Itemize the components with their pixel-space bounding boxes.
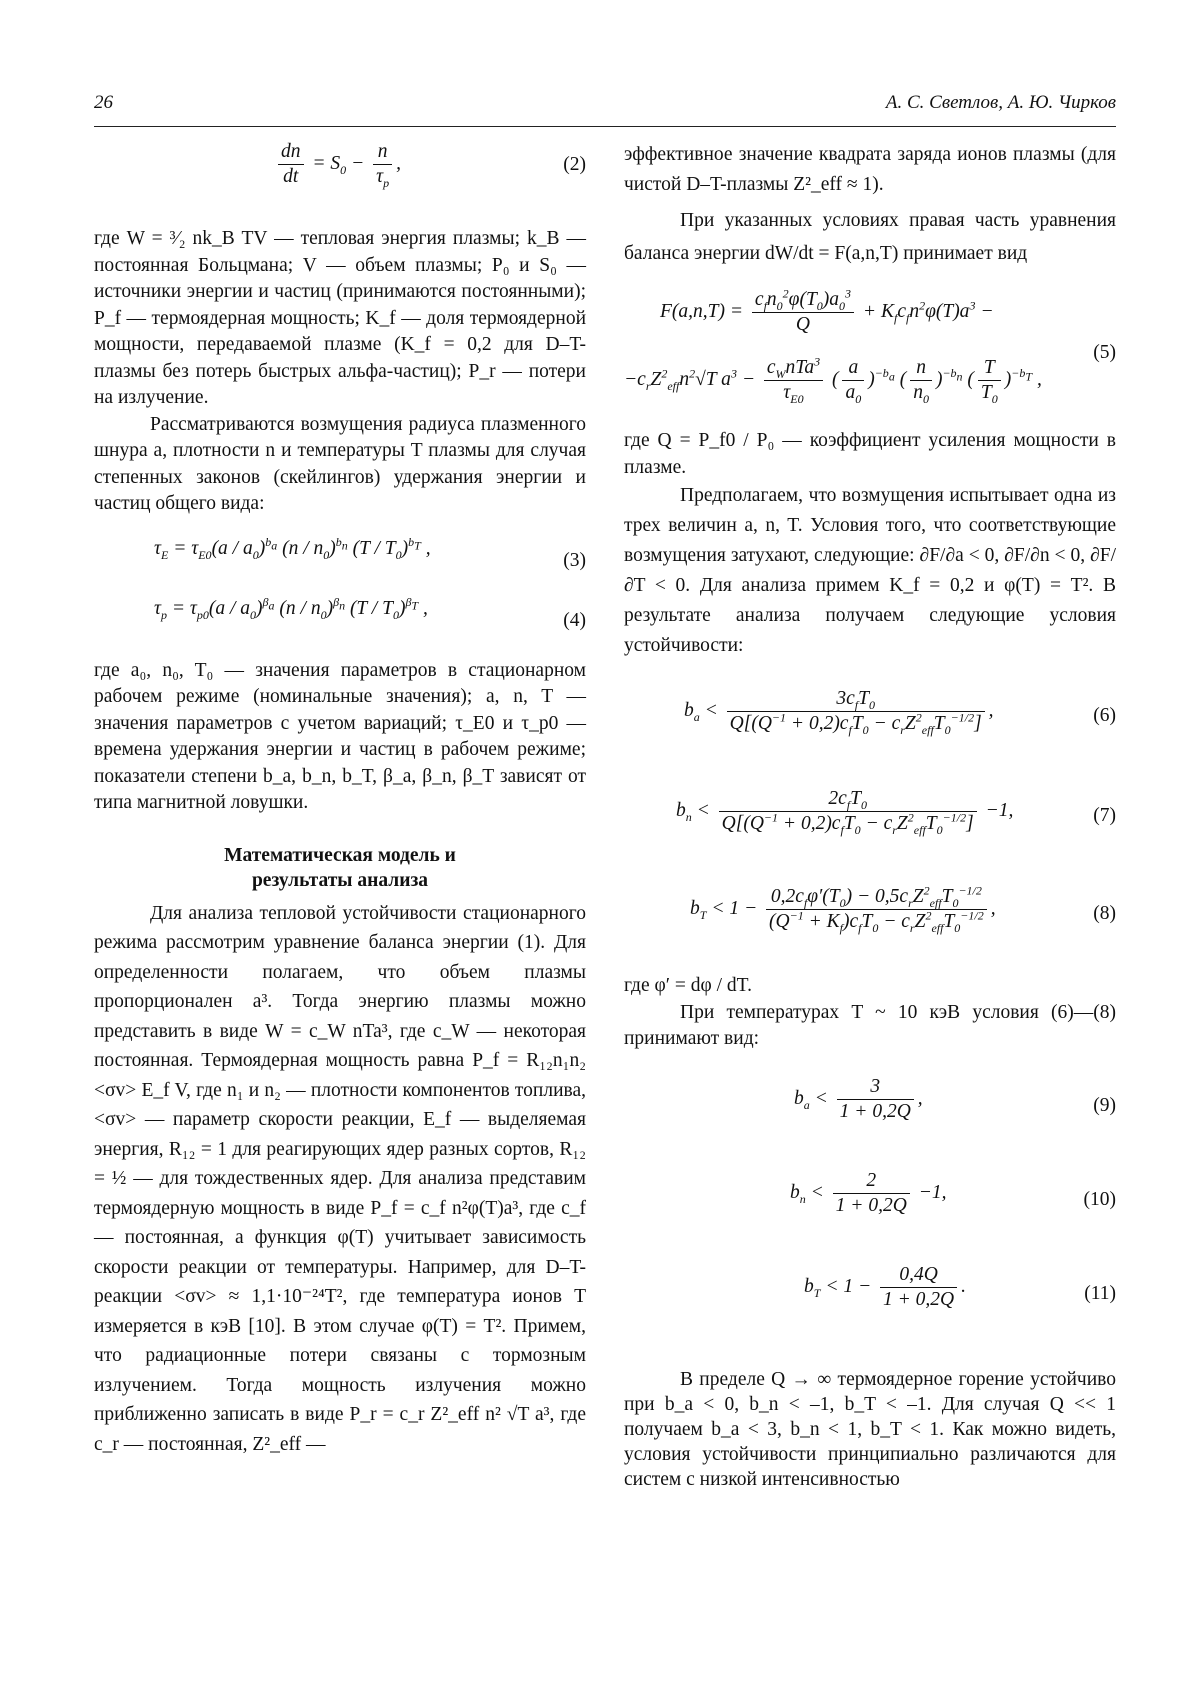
- equation-11-number: (11): [1084, 1282, 1116, 1304]
- header-rule: [94, 126, 1116, 127]
- paragraph-phi-prime: где φ′ = dφ / dT.: [624, 975, 753, 996]
- section-heading: Математическая модель и результаты анализа: [224, 844, 456, 891]
- paragraph-definitions: где W = ³⁄₂ nk_B TV — тепловая энергия плазмы; k_B — постоянная Больцмана; V — объем плазмы; P₀ и S₀ — источники энергии и частиц (принимаются постоянными); P_f — термоядерная мощность; K_f — доля термоядерной мощности, передаваемой плазме (K_f = 0,2 для D–T-плазмы без потерь быстрых альфа-частиц); P_r — потери на излучение.: [94, 228, 586, 408]
- equation-5-number: (5): [1093, 342, 1116, 363]
- page-number: 26: [94, 92, 113, 113]
- paragraph-gain: где Q = P_f0 / P₀ — коэффициент усиления мощности в плазме.: [624, 430, 1116, 478]
- paragraph-perturbations: Рассматриваются возмущения радиуса плазменного шнура a, плотности n и температуры T плазмы для случая степенных законов (скейлингов) удержания энергии и частиц общего вида:: [94, 413, 586, 514]
- paragraph-limits: В пределе Q → ∞ термоядерное горение устойчиво при b_a < 0, b_n < –1, b_T < –1. Для случая Q << 1 получаем b_a < 3, b_n < 1, b_T < 1. Как можно видеть, условия устойчивости принципиально различаются для систем с низкой интенсивностью: [624, 1368, 1116, 1490]
- equation-3: $\tau_E = \tau_{E0}(a / a_0)^{b_a}$ $(n / n_0)^{b_n}$ $(T / T_0)^{b_T}$ , (3): [94, 536, 586, 588]
- equation-8-number: (8): [1093, 903, 1116, 924]
- equation-2-number: (2): [563, 154, 586, 175]
- left-column: [94, 140, 586, 1459]
- paragraph-parameters: где a₀, n₀, T₀ — значения параметров в стационарном рабочем режиме (номинальные значения); a, n, T — значения параметров с учетом вариаций; τ_E0 и τ_p0 — времена удержания энергии и частиц в рабочем режиме; показатели степени b_a, b_n, b_T, β_a, β_n, β_T зависят от типа магнитной ловушки.: [94, 659, 586, 813]
- equation-7-number: (7): [1093, 805, 1116, 826]
- equation-10-number: (10): [1083, 1188, 1116, 1210]
- right-column: [624, 140, 1116, 1492]
- paragraph-temperatures: При температурах T ~ 10 кэВ условия (6)—(8) принимают вид:: [624, 1001, 1116, 1049]
- equation-6: $b_a$ < $\frac{3c_fT_0}{Q[(Q^{-1} + 0,2)c_fT_0 - c_rZ^2_{eff}T_0^{-1/2}]}$ , (6): [684, 688, 1116, 737]
- equation-2: $\frac{dn}{dt}$ = $S_0$ − $\frac{n}{\tau_p}$ , (2): [94, 140, 586, 204]
- equation-4: $\tau_p = \tau_{p0}(a / a_0)^{\beta_a}$ $(n / n_0)^{\beta_n}$ $(T / T_0)^{\beta_T}$ , (4): [94, 596, 586, 648]
- equation-3-number: (3): [563, 549, 586, 571]
- paragraph-zeff: эффективное значение квадрата заряда ионов плазмы (для чистой D–T-плазмы Z²_eff ≈ 1).: [624, 144, 1116, 195]
- equation-4-number: (4): [563, 609, 586, 631]
- paragraph-balance: При указанных условиях правая часть уравнения баланса энергии dW/dt = F(a,n,T) принимает вид: [624, 210, 1116, 264]
- equation-9: $b_a$ < $\frac{3}{1 + 0,2Q}$ , (9): [794, 1075, 1116, 1122]
- equation-7: $b_n$ < $\frac{2c_fT_0}{Q[(Q^{-1} + 0,2)c_fT_0 - c_rZ^2_{eff}T_0^{-1/2}]}$ −1, (7): [676, 788, 1116, 837]
- equation-11: $b_T < 1$ − $\frac{0,4Q}{1 + 0,2Q}$ . (11): [804, 1263, 1116, 1310]
- running-header-authors: А. С. Светлов, А. Ю. Чирков: [885, 92, 1116, 113]
- equation-10: $b_n$ < $\frac{2}{1 + 0,2Q}$ −1, (10): [790, 1169, 1116, 1216]
- equation-6-number: (6): [1093, 705, 1116, 726]
- equation-8: $b_T < 1$ − $\frac{0,2c_f\varphi'(T_0) - 0,5c_rZ^2_{eff}T_0^{-1/2}}{(Q^{-1} + K_f)c_fT_0 - c_rZ^2_{eff}T_0^{-1/2}}$ , (8): [690, 883, 1116, 935]
- equation-9-number: (9): [1093, 1094, 1116, 1116]
- equation-5: F(a,n,T) = $\frac{c_fn_0^2\varphi(T_0)a_0^3}{Q}$ + $K_fc_fn^2\varphi(T)a^3$ − $-c_rZ^2_{eff}n^2√T$ $a^3$ − $\frac{c_WnTa^3}{\tau_{E0}}$ ( $\frac{a}{a_0}$ )$^{-b_a}$ ( $\frac{n}{n_0}$ )$^{-b_n}$ ( $\frac{T}{T_0}$ )$^{-b_T}$ , (5): [624, 286, 1116, 406]
- paragraph-conditions: Предполагаем, что возмущения испытывает одна из трех величин a, n, T. Условия того, что соответствующие возмущения затухают, следующие: ∂F/∂a < 0, ∂F/∂n < 0, ∂F/∂T < 0. Для анализа примем K_f = 0,2 и φ(T) = T². В результате анализа получаем следующие условия устойчивости:: [624, 485, 1116, 656]
- paragraph-analysis: Для анализа тепловой устойчивости стационарного режима рассмотрим уравнение баланса энергии (1). Для определенности полагаем, что объем плазмы пропорционален a³. Тогда энергию плазмы можно представить в виде W = c_W nTa³, где c_W — некоторая постоянная. Термоядерная мощность равна P_f = R₁₂n₁n₂ <σv> E_f V, где n₁ и n₂ — плотности компонентов топлива, <σv> — параметр скорости реакции, E_f — выделяемая энергия, R₁₂ = 1 для реагирующих ядер разных сортов, R₁₂ = ½ — для тождественных ядер. Для анализа представим термоядерную мощность в виде P_f = c_f n²φ(T)a³, где c_f — постоянная, а функция φ(T) учитывает зависимость скорости реакции от температуры. Например, для D–T-реакции <σv> ≈ 1,1·10⁻²⁴T², где температура ионов T измеряется в кэВ [10]. В этом случае φ(T) = T². Примем, что радиационные потери связаны с тормозным излучением. Тогда мощность излучения можно приближенно записать в виде P_r = c_r Z²_eff n² √T a³, где c_r — постоянная, Z²_eff —: [94, 902, 586, 1455]
